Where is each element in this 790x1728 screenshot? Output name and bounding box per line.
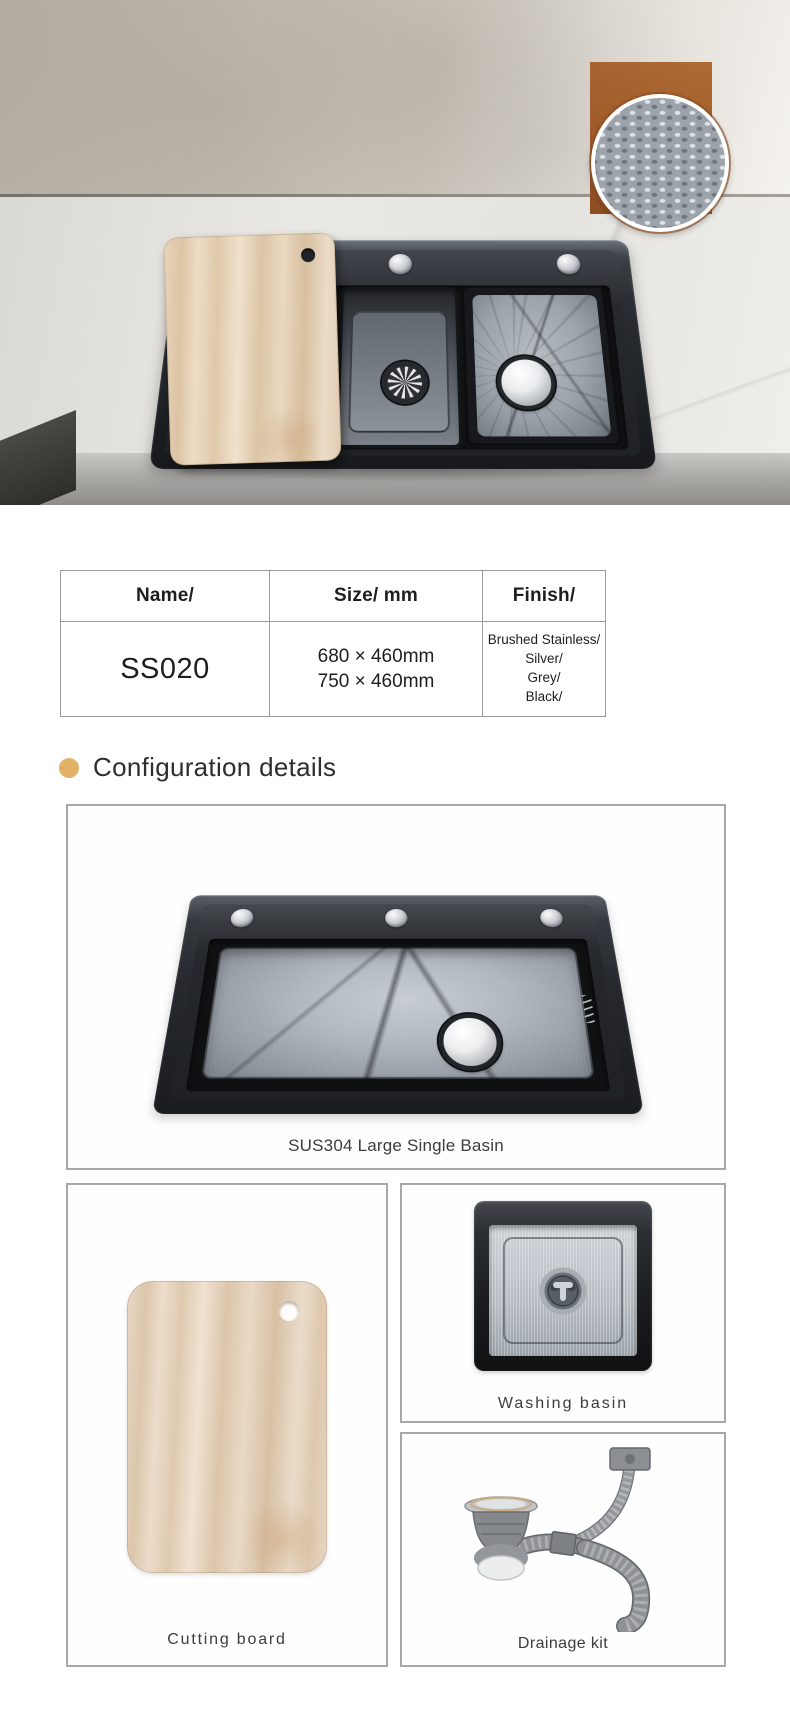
basin-inner	[489, 1225, 637, 1356]
spec-table-header-row	[61, 571, 606, 622]
panel-cutting-board	[66, 1183, 388, 1667]
cutting-board-illustration	[127, 1281, 327, 1573]
caption-cutting-board: Cutting board	[167, 1631, 287, 1648]
finish-line: Grey/	[527, 670, 561, 685]
product-photo	[0, 0, 790, 505]
caption-drainage-kit: Drainage kit	[517, 1635, 609, 1652]
caption-main-basin: SUS304 Large Single Basin	[288, 1136, 504, 1155]
config-heading-row	[59, 752, 336, 783]
caption-washing-basin: Washing basin	[497, 1395, 629, 1412]
faucet-hole	[230, 909, 255, 927]
size-line: 750 × 460mm	[317, 671, 435, 692]
board-hang-hole	[279, 1301, 299, 1321]
board-hang-hole	[301, 248, 315, 262]
faucet-hole	[539, 909, 564, 927]
washing-basin-illustration	[474, 1201, 652, 1371]
perforated-drain	[382, 361, 428, 404]
spec-cell-name: SS020	[61, 622, 270, 717]
main-basin	[461, 285, 622, 445]
panel-washing-basin	[400, 1183, 726, 1423]
sink-deck	[171, 903, 626, 1098]
spec-header-finish: Finish/	[483, 571, 606, 622]
finish-line: Silver/	[525, 651, 563, 667]
spec-table	[60, 570, 606, 717]
overflow-drain-icon	[539, 1267, 587, 1315]
faucet-hole	[389, 254, 412, 274]
middle-basin	[336, 287, 463, 448]
finish-line: Black/	[525, 688, 563, 704]
panel-main-basin	[66, 804, 726, 1170]
drainage-kit-illustration	[413, 1442, 713, 1632]
sink-cavity	[186, 939, 611, 1092]
texture-zoom-circle	[591, 94, 729, 232]
faucet-hole	[385, 909, 407, 927]
cutting-board-photo	[163, 232, 341, 465]
spec-cell-size	[270, 622, 483, 717]
basin-floor	[201, 948, 595, 1079]
config-heading: Configuration details	[93, 752, 337, 782]
faucet-hole	[556, 254, 581, 274]
spec-table-row	[61, 622, 606, 717]
size-line: 680 × 460mm	[317, 645, 435, 667]
bullet-icon	[59, 758, 79, 778]
panel-drainage-kit	[400, 1432, 726, 1667]
spec-header-name: Name/	[61, 571, 270, 622]
sink-illustration	[152, 895, 644, 1114]
spec-cell-finish	[483, 622, 606, 717]
finish-line: Brushed Stainless/	[487, 632, 601, 648]
spec-header-size: Size/ mm	[270, 571, 483, 622]
